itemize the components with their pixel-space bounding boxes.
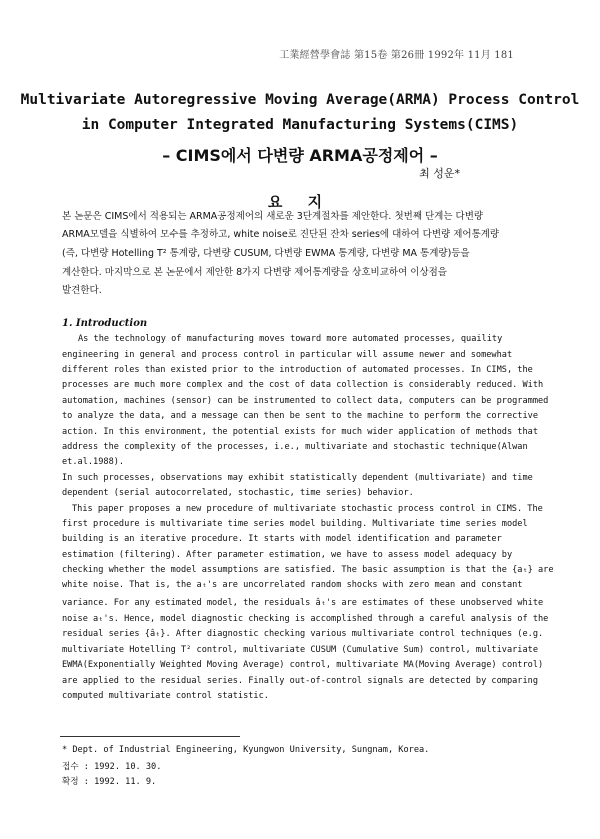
footnote-affiliation: * Dept. of Industrial Engineering, Kyungwon University, Sungnam, Korea. — [62, 745, 430, 755]
body-text-line: noise aₜ's. Hence, model diagnostic checking is accomplished through a careful analysis of the — [62, 614, 549, 624]
abstract-line: (즉, 다변량 Hotelling T² 통계량, 다변량 CUSUM, 다변량 EWMA 통계량, 다변량 MA 통계량)등을 — [62, 248, 470, 259]
body-text-line: multivariate Hotelling T² control, multivariate CUSUM (Cumulative Sum) control, multivariate — [62, 645, 538, 655]
body-text-line: In such processes, observations may exhibit statistically dependent (multivariate) and time — [62, 473, 533, 483]
body-text-line: checking whether the model assumptions are satisfied. The basic assumption is that the {aₜ} are — [62, 565, 554, 575]
body-text-line: automation, machines (sensor) can be instrumented to collect data, computers can be programmed — [62, 396, 549, 406]
footnote-accepted-date: 확정 : 1992. 11. 9. — [62, 777, 157, 787]
author-name: 최 성운* — [419, 167, 460, 180]
body-text-line: action. In this environment, the potential exists for much wider application of methods that — [62, 427, 538, 437]
abstract-line: ARMA모델을 식별하여 모수를 추정하고, white noise로 진단된 잔차 series에 대하여 다변량 제어통계량 — [62, 229, 500, 240]
body-text-line: are applied to the residual series. Finally out-of-control signals are detected by comparing — [62, 676, 538, 686]
abstract-line: 계산한다. 마지막으로 본 논문에서 제안한 8가지 다변량 제어통계량을 상호비교하여 이상점을 — [62, 267, 447, 278]
body-text-line: first procedure is multivariate time series model building. Multivariate time series model — [62, 519, 528, 529]
paper-title-korean: – CIMS에서 다변량 ARMA공정제어 – — [162, 146, 438, 165]
abstract-line: 발견한다. — [62, 285, 102, 296]
abstract-heading: 요 지 — [267, 193, 333, 211]
body-text-line: engineering in general and process control in particular will assume newer and somewhat — [62, 350, 513, 360]
abstract-line: 본 논문은 CIMS에서 적용되는 ARMA공정제어의 새로운 3단계절차를 제안한다. 첫번째 단계는 다변량 — [62, 211, 484, 222]
paper-title-line-1: Multivariate Autoregressive Moving Average(ARMA) Process Control — [20, 92, 580, 108]
body-text-line: dependent (serial autocorrelated, stochastic, time series) behavior. — [62, 488, 414, 498]
body-text-line: residual series {âₜ}. After diagnostic checking various multivariate control techniques (e.g. — [62, 629, 544, 639]
body-text-line: different roles than existed prior to the introduction of automated processes. In CIMS, the — [62, 365, 533, 375]
body-text-line: to analyze the data, and a message can then be sent to the machine to perform the corrective — [62, 411, 538, 421]
body-text-line: processes are much more complex and the cost of data collection is considerably reduced. With — [62, 380, 544, 390]
body-text-line: EWMA(Exponentially Weighted Moving Average) control, multivariate MA(Moving Average) control) — [62, 660, 544, 670]
section-heading-introduction: 1. Introduction — [62, 318, 148, 329]
footnote-rule — [60, 736, 240, 737]
paper-title-line-2: in Computer Integrated Manufacturing Systems(CIMS) — [81, 117, 519, 133]
body-text-line: As the technology of manufacturing moves toward more automated processes, quaility — [78, 334, 503, 344]
journal-header: 工業經營學會誌 第15卷 第26冊 1992年 11月 181 — [279, 50, 514, 61]
body-text-line: estimation (filtering). After parameter estimation, we have to assess model adequacy by — [62, 550, 513, 560]
footnote-received-date: 접수 : 1992. 10. 30. — [62, 762, 162, 772]
body-text-line: variance. For any estimated model, the residuals âₜ's are estimates of these unobserved white — [62, 598, 544, 608]
body-text-line: building is an iterative procedure. It starts with model identification and parameter — [62, 534, 502, 544]
body-text-line: computed multivariate control statistic. — [62, 691, 269, 701]
body-text-line: white noise. That is, the aₜ's are uncorrelated random shocks with zero mean and constant — [62, 580, 523, 590]
body-text-line: et.al.1988). — [62, 457, 125, 467]
body-text-line: This paper proposes a new procedure of multivariate stochastic process control in CIMS. The — [72, 504, 543, 514]
body-text-line: address the complexity of the processes, i.e., multivariate and stochastic technique(Alwan — [62, 442, 528, 452]
